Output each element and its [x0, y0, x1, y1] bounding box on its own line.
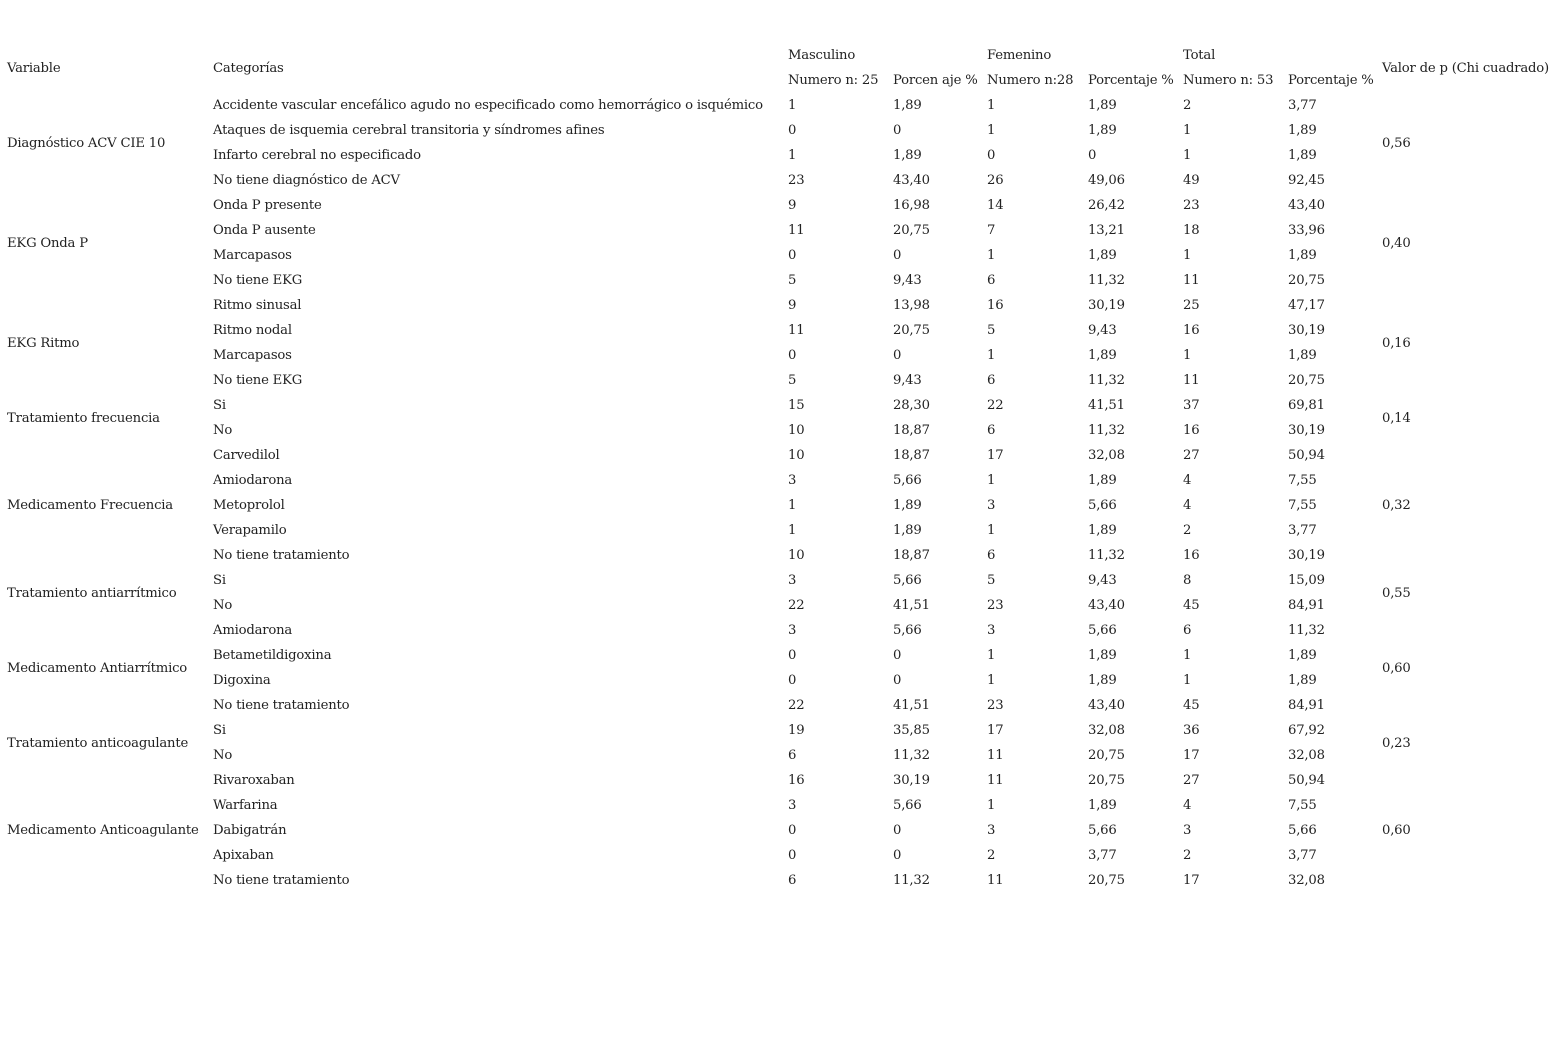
table-row [0, 318, 1563, 343]
total-pct-cell: 7,55 [1288, 473, 1317, 488]
femenino-n-cell: 3 [987, 623, 996, 638]
category-cell: Rivaroxaban [213, 773, 295, 788]
header-total-pct: Porcentaje % [1288, 73, 1374, 88]
femenino-n-cell: 23 [987, 698, 1004, 713]
masculino-pct-cell: 41,51 [893, 698, 930, 713]
total-pct-cell: 50,94 [1288, 773, 1325, 788]
masculino-n-cell: 5 [788, 273, 797, 288]
total-n-cell: 17 [1183, 873, 1200, 888]
total-pct-cell: 43,40 [1288, 198, 1325, 213]
total-pct-cell: 11,32 [1288, 623, 1325, 638]
total-n-cell: 3 [1183, 823, 1192, 838]
category-cell: No tiene EKG [213, 273, 303, 288]
table-row [0, 568, 1563, 593]
masculino-n-cell: 11 [788, 323, 805, 338]
category-cell: Digoxina [213, 673, 271, 688]
femenino-n-cell: 23 [987, 598, 1004, 613]
total-pct-cell: 33,96 [1288, 223, 1325, 238]
femenino-pct-cell: 1,89 [1088, 248, 1117, 263]
femenino-pct-cell: 1,89 [1088, 98, 1117, 113]
masculino-n-cell: 1 [788, 523, 797, 538]
total-pct-cell: 32,08 [1288, 748, 1325, 763]
category-cell: Si [213, 573, 226, 588]
p-value-cell: 0,14 [1382, 410, 1411, 426]
total-pct-cell: 20,75 [1288, 273, 1325, 288]
total-n-cell: 1 [1183, 123, 1192, 138]
category-cell: No tiene tratamiento [213, 548, 350, 563]
masculino-pct-cell: 1,89 [893, 523, 922, 538]
header-total: Total [1183, 48, 1216, 63]
header-femenino-n: Numero n:28 [987, 73, 1074, 88]
total-pct-cell: 3,77 [1288, 848, 1317, 863]
p-value-cell: 0,55 [1382, 585, 1411, 601]
masculino-pct-cell: 9,43 [893, 273, 922, 288]
masculino-n-cell: 0 [788, 673, 797, 688]
femenino-pct-cell: 9,43 [1088, 323, 1117, 338]
masculino-n-cell: 3 [788, 623, 797, 638]
variable-cell: Tratamiento frecuencia [7, 410, 160, 426]
header-variable: Variable [7, 60, 61, 76]
femenino-pct-cell: 1,89 [1088, 523, 1117, 538]
category-cell: Warfarina [213, 798, 278, 813]
table-row [0, 768, 1563, 793]
total-pct-cell: 32,08 [1288, 873, 1325, 888]
table-row [0, 643, 1563, 668]
header-femenino: Femenino [987, 48, 1052, 63]
femenino-n-cell: 3 [987, 823, 996, 838]
total-n-cell: 1 [1183, 673, 1192, 688]
p-value-cell: 0,60 [1382, 823, 1411, 838]
masculino-pct-cell: 0 [893, 248, 902, 263]
femenino-n-cell: 6 [987, 548, 996, 563]
variable-cell: EKG Onda P [7, 235, 88, 251]
header-total-n: Numero n: 53 [1183, 73, 1274, 88]
femenino-pct-cell: 11,32 [1088, 423, 1125, 438]
femenino-n-cell: 14 [987, 198, 1004, 213]
total-n-cell: 4 [1183, 498, 1192, 513]
femenino-pct-cell: 5,66 [1088, 498, 1117, 513]
table-row [0, 118, 1563, 143]
masculino-n-cell: 22 [788, 598, 805, 613]
femenino-pct-cell: 1,89 [1088, 673, 1117, 688]
masculino-pct-cell: 11,32 [893, 873, 930, 888]
total-pct-cell: 1,89 [1288, 673, 1317, 688]
total-n-cell: 6 [1183, 623, 1192, 638]
femenino-pct-cell: 3,77 [1088, 848, 1117, 863]
variable-cell: Tratamiento anticoagulante [7, 735, 189, 751]
total-pct-cell: 84,91 [1288, 598, 1325, 613]
category-cell: Verapamilo [213, 523, 287, 538]
table-row [0, 393, 1563, 418]
category-cell: No tiene diagnóstico de ACV [213, 173, 400, 188]
table-row [0, 468, 1563, 493]
masculino-n-cell: 0 [788, 348, 797, 363]
masculino-n-cell: 9 [788, 298, 797, 313]
masculino-pct-cell: 16,98 [893, 198, 930, 213]
total-pct-cell: 3,77 [1288, 523, 1317, 538]
table-row [0, 493, 1563, 518]
category-cell: Marcapasos [213, 248, 292, 263]
femenino-n-cell: 5 [987, 323, 996, 338]
p-value-cell: 0,40 [1382, 235, 1411, 251]
masculino-n-cell: 10 [788, 448, 805, 463]
femenino-pct-cell: 32,08 [1088, 448, 1125, 463]
total-n-cell: 2 [1183, 523, 1192, 538]
femenino-n-cell: 11 [987, 748, 1004, 763]
total-pct-cell: 1,89 [1288, 648, 1317, 663]
femenino-n-cell: 1 [987, 248, 996, 263]
total-n-cell: 45 [1183, 698, 1200, 713]
variable-cell: Medicamento Anticoagulante [7, 823, 199, 838]
category-cell: Ataques de isquemia cerebral transitoria y síndromes afines [213, 123, 605, 138]
category-cell: No tiene EKG [213, 373, 303, 388]
femenino-pct-cell: 30,19 [1088, 298, 1125, 313]
category-cell: Metoprolol [213, 498, 285, 513]
category-cell: Marcapasos [213, 348, 292, 363]
femenino-pct-cell: 11,32 [1088, 273, 1125, 288]
masculino-n-cell: 0 [788, 123, 797, 138]
total-n-cell: 27 [1183, 448, 1200, 463]
total-n-cell: 4 [1183, 473, 1192, 488]
header-masculino: Masculino [788, 48, 856, 63]
table-row [0, 418, 1563, 443]
masculino-pct-cell: 5,66 [893, 473, 922, 488]
total-n-cell: 16 [1183, 423, 1200, 438]
femenino-n-cell: 11 [987, 773, 1004, 788]
femenino-n-cell: 1 [987, 523, 996, 538]
total-pct-cell: 30,19 [1288, 323, 1325, 338]
total-n-cell: 27 [1183, 773, 1200, 788]
masculino-n-cell: 23 [788, 173, 805, 188]
femenino-pct-cell: 20,75 [1088, 748, 1125, 763]
table-row [0, 243, 1563, 268]
masculino-pct-cell: 13,98 [893, 298, 930, 313]
femenino-n-cell: 1 [987, 98, 996, 113]
category-cell: Amiodarona [213, 623, 293, 638]
table-row [0, 743, 1563, 768]
femenino-n-cell: 5 [987, 573, 996, 588]
masculino-pct-cell: 5,66 [893, 573, 922, 588]
header-masculino-pct: Porcen aje % [893, 73, 978, 88]
femenino-n-cell: 6 [987, 373, 996, 388]
masculino-pct-cell: 43,40 [893, 173, 930, 188]
masculino-n-cell: 0 [788, 248, 797, 263]
masculino-pct-cell: 18,87 [893, 448, 930, 463]
femenino-pct-cell: 43,40 [1088, 598, 1125, 613]
table-header [0, 43, 1563, 93]
table-row [0, 93, 1563, 118]
masculino-pct-cell: 0 [893, 648, 902, 663]
total-pct-cell: 92,45 [1288, 173, 1325, 188]
variable-cell: Tratamiento antiarrítmico [7, 585, 177, 601]
femenino-n-cell: 6 [987, 273, 996, 288]
femenino-pct-cell: 1,89 [1088, 348, 1117, 363]
femenino-n-cell: 26 [987, 173, 1004, 188]
masculino-pct-cell: 1,89 [893, 98, 922, 113]
total-n-cell: 2 [1183, 98, 1192, 113]
category-cell: Ritmo sinusal [213, 298, 302, 313]
femenino-n-cell: 1 [987, 798, 996, 813]
total-n-cell: 2 [1183, 848, 1192, 863]
masculino-n-cell: 0 [788, 848, 797, 863]
femenino-n-cell: 22 [987, 398, 1004, 413]
femenino-n-cell: 1 [987, 123, 996, 138]
category-cell: Ritmo nodal [213, 323, 292, 338]
category-cell: No tiene tratamiento [213, 698, 350, 713]
total-pct-cell: 30,19 [1288, 548, 1325, 563]
masculino-n-cell: 16 [788, 773, 805, 788]
category-cell: Infarto cerebral no especificado [213, 148, 421, 163]
femenino-n-cell: 7 [987, 223, 996, 238]
total-n-cell: 16 [1183, 548, 1200, 563]
table-row [0, 268, 1563, 293]
masculino-pct-cell: 5,66 [893, 623, 922, 638]
masculino-pct-cell: 11,32 [893, 748, 930, 763]
total-n-cell: 37 [1183, 398, 1200, 413]
femenino-pct-cell: 5,66 [1088, 823, 1117, 838]
category-cell: Betametildigoxina [213, 648, 332, 663]
header-masculino-n: Numero n: 25 [788, 73, 879, 88]
masculino-pct-cell: 30,19 [893, 773, 930, 788]
variable-cell: Medicamento Antiarrítmico [7, 660, 188, 676]
masculino-pct-cell: 28,30 [893, 398, 930, 413]
total-pct-cell: 5,66 [1288, 823, 1317, 838]
masculino-n-cell: 15 [788, 398, 805, 413]
femenino-pct-cell: 41,51 [1088, 398, 1125, 413]
femenino-n-cell: 1 [987, 473, 996, 488]
masculino-pct-cell: 0 [893, 848, 902, 863]
header-categorias: Categorías [213, 60, 284, 76]
table-row [0, 593, 1563, 618]
masculino-n-cell: 3 [788, 573, 797, 588]
total-n-cell: 1 [1183, 148, 1192, 163]
masculino-pct-cell: 20,75 [893, 223, 930, 238]
p-value-cell: 0,32 [1382, 498, 1411, 513]
category-cell: Onda P presente [213, 198, 322, 213]
masculino-n-cell: 6 [788, 748, 797, 763]
total-n-cell: 16 [1183, 323, 1200, 338]
femenino-pct-cell: 9,43 [1088, 573, 1117, 588]
masculino-pct-cell: 20,75 [893, 323, 930, 338]
table-row [0, 793, 1563, 818]
masculino-pct-cell: 5,66 [893, 798, 922, 813]
total-n-cell: 25 [1183, 298, 1200, 313]
total-pct-cell: 50,94 [1288, 448, 1325, 463]
femenino-pct-cell: 5,66 [1088, 623, 1117, 638]
category-cell: Carvedilol [213, 448, 280, 463]
total-pct-cell: 15,09 [1288, 573, 1325, 588]
category-cell: Si [213, 723, 226, 738]
femenino-pct-cell: 11,32 [1088, 373, 1125, 388]
variable-cell: EKG Ritmo [7, 335, 80, 351]
masculino-pct-cell: 0 [893, 348, 902, 363]
p-value-cell: 0,60 [1382, 660, 1411, 676]
masculino-pct-cell: 1,89 [893, 498, 922, 513]
masculino-pct-cell: 0 [893, 123, 902, 138]
total-pct-cell: 3,77 [1288, 98, 1317, 113]
masculino-n-cell: 19 [788, 723, 805, 738]
results-table [0, 43, 1563, 893]
total-pct-cell: 1,89 [1288, 123, 1317, 138]
table-row [0, 618, 1563, 643]
femenino-pct-cell: 26,42 [1088, 198, 1125, 213]
total-pct-cell: 47,17 [1288, 298, 1325, 313]
masculino-pct-cell: 35,85 [893, 723, 930, 738]
category-cell: No tiene tratamiento [213, 873, 350, 888]
total-pct-cell: 30,19 [1288, 423, 1325, 438]
femenino-pct-cell: 0 [1088, 148, 1097, 163]
masculino-n-cell: 11 [788, 223, 805, 238]
total-n-cell: 1 [1183, 248, 1192, 263]
total-n-cell: 8 [1183, 573, 1192, 588]
femenino-pct-cell: 13,21 [1088, 223, 1125, 238]
table-body [0, 93, 1563, 893]
femenino-n-cell: 1 [987, 348, 996, 363]
masculino-n-cell: 10 [788, 548, 805, 563]
femenino-pct-cell: 1,89 [1088, 648, 1117, 663]
table-row [0, 168, 1563, 193]
femenino-pct-cell: 1,89 [1088, 798, 1117, 813]
masculino-pct-cell: 18,87 [893, 423, 930, 438]
p-value-cell: 0,16 [1382, 335, 1411, 351]
masculino-pct-cell: 18,87 [893, 548, 930, 563]
total-pct-cell: 1,89 [1288, 248, 1317, 263]
femenino-n-cell: 16 [987, 298, 1004, 313]
p-value-cell: 0,56 [1382, 135, 1411, 151]
femenino-pct-cell: 11,32 [1088, 548, 1125, 563]
total-n-cell: 45 [1183, 598, 1200, 613]
category-cell: Amiodarona [213, 473, 293, 488]
masculino-n-cell: 22 [788, 698, 805, 713]
table-row [0, 868, 1563, 893]
femenino-n-cell: 6 [987, 423, 996, 438]
total-pct-cell: 1,89 [1288, 148, 1317, 163]
total-n-cell: 49 [1183, 173, 1200, 188]
femenino-pct-cell: 32,08 [1088, 723, 1125, 738]
header-p-value: Valor de p (Chi cuadrado) [1382, 60, 1549, 76]
category-cell: No [213, 748, 233, 763]
total-n-cell: 11 [1183, 373, 1200, 388]
masculino-pct-cell: 1,89 [893, 148, 922, 163]
total-n-cell: 1 [1183, 648, 1192, 663]
total-pct-cell: 69,81 [1288, 398, 1325, 413]
table-row [0, 343, 1563, 368]
total-n-cell: 11 [1183, 273, 1200, 288]
category-cell: Accidente vascular encefálico agudo no especificado como hemorrágico o isquémico [213, 98, 763, 113]
femenino-pct-cell: 1,89 [1088, 123, 1117, 138]
table-row [0, 543, 1563, 568]
table-row [0, 518, 1563, 543]
total-n-cell: 36 [1183, 723, 1200, 738]
masculino-pct-cell: 0 [893, 823, 902, 838]
category-cell: Apixaban [213, 848, 274, 863]
masculino-n-cell: 10 [788, 423, 805, 438]
table-row [0, 143, 1563, 168]
total-n-cell: 23 [1183, 198, 1200, 213]
masculino-n-cell: 5 [788, 373, 797, 388]
category-cell: No [213, 598, 233, 613]
variable-cell: Medicamento Frecuencia [7, 498, 173, 513]
total-pct-cell: 7,55 [1288, 498, 1317, 513]
header-femenino-pct: Porcentaje % [1088, 73, 1174, 88]
femenino-n-cell: 3 [987, 498, 996, 513]
masculino-n-cell: 1 [788, 98, 797, 113]
masculino-pct-cell: 9,43 [893, 373, 922, 388]
total-n-cell: 17 [1183, 748, 1200, 763]
total-pct-cell: 67,92 [1288, 723, 1325, 738]
total-n-cell: 4 [1183, 798, 1192, 813]
header-row-1 [0, 43, 1563, 68]
femenino-n-cell: 11 [987, 873, 1004, 888]
total-n-cell: 1 [1183, 348, 1192, 363]
femenino-pct-cell: 43,40 [1088, 698, 1125, 713]
masculino-n-cell: 0 [788, 823, 797, 838]
total-pct-cell: 7,55 [1288, 798, 1317, 813]
masculino-n-cell: 9 [788, 198, 797, 213]
table-row [0, 293, 1563, 318]
table-row [0, 818, 1563, 843]
table-row [0, 368, 1563, 393]
table-row [0, 193, 1563, 218]
total-pct-cell: 1,89 [1288, 348, 1317, 363]
femenino-n-cell: 0 [987, 148, 996, 163]
masculino-pct-cell: 0 [893, 673, 902, 688]
femenino-pct-cell: 49,06 [1088, 173, 1125, 188]
femenino-pct-cell: 20,75 [1088, 773, 1125, 788]
masculino-n-cell: 1 [788, 148, 797, 163]
category-cell: Onda P ausente [213, 223, 316, 238]
femenino-n-cell: 17 [987, 723, 1004, 738]
total-pct-cell: 20,75 [1288, 373, 1325, 388]
category-cell: Dabigatrán [213, 823, 287, 838]
femenino-n-cell: 1 [987, 673, 996, 688]
table-row [0, 693, 1563, 718]
masculino-n-cell: 6 [788, 873, 797, 888]
table-row [0, 443, 1563, 468]
masculino-pct-cell: 41,51 [893, 598, 930, 613]
femenino-n-cell: 1 [987, 648, 996, 663]
femenino-n-cell: 2 [987, 848, 996, 863]
variable-cell: Diagnóstico ACV CIE 10 [7, 135, 166, 151]
table-row [0, 218, 1563, 243]
total-n-cell: 18 [1183, 223, 1200, 238]
category-cell: No [213, 423, 233, 438]
femenino-pct-cell: 1,89 [1088, 473, 1117, 488]
masculino-n-cell: 1 [788, 498, 797, 513]
table-row [0, 718, 1563, 743]
table-row [0, 668, 1563, 693]
masculino-n-cell: 0 [788, 648, 797, 663]
femenino-pct-cell: 20,75 [1088, 873, 1125, 888]
table-row [0, 843, 1563, 868]
category-cell: Si [213, 398, 226, 413]
p-value-cell: 0,23 [1382, 735, 1411, 751]
total-pct-cell: 84,91 [1288, 698, 1325, 713]
femenino-n-cell: 17 [987, 448, 1004, 463]
masculino-n-cell: 3 [788, 798, 797, 813]
masculino-n-cell: 3 [788, 473, 797, 488]
